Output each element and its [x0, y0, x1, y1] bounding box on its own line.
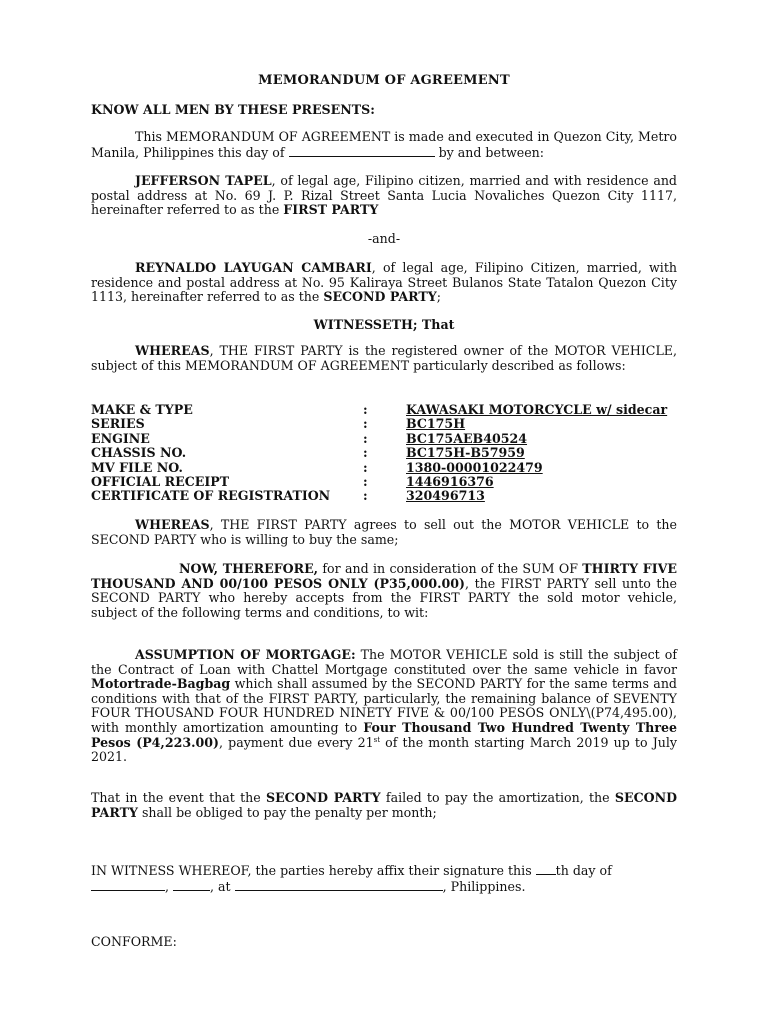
vehicle-row [91, 432, 677, 446]
mortgage-text: The MOTOR VEHICLE sold is still the subject of the Contract of Loan with Chattel Mortgage constituted over the same vehicle in favor [91, 647, 677, 677]
mortgage-text-4: of the month starting March 2019 up to July 2021. [91, 734, 678, 765]
penalty-text-2: failed to pay the amortization, the [380, 790, 615, 805]
day-blank [536, 863, 556, 875]
now-therefore-text-2: , the FIRST PARTY sell unto the SECOND PARTY who hereby accepts from the FIRST PARTY the sold motor vehicle, subject of the following terms and conditions, to wit: [91, 575, 678, 620]
year-blank [173, 879, 210, 891]
sale-amount: THIRTY FIVE THOUSAND AND 00/100 PESOS ONLY (P35,000.00) [91, 561, 677, 591]
conforme-label: CONFORME: [91, 934, 177, 949]
second-party-end: ; [436, 289, 442, 305]
and-separator: -and- [367, 231, 401, 246]
first-party-ref: FIRST PARTY [283, 202, 379, 218]
monthly-amortization: Four Thousand Two Hundred Twenty Three Pesos (P4,223.00) [91, 719, 678, 750]
first-party-paragraph [91, 174, 677, 218]
vehicle-details-table [91, 403, 677, 504]
mortgage-text-2: which shall assumed by the SECOND PARTY for the same terms and conditions with that of the FIRST PARTY, particularly, the remaining balance of SEVENTY FOUR THOUSAND FOUR HUNDRED NINETY FIVE & 00/100 PESOS ONLY\(P74,495.00), with monthly amortization amounting to [91, 676, 677, 735]
whereas-paragraph-2 [91, 518, 677, 547]
vehicle-row [91, 417, 677, 431]
whereas-lead: WHEREAS [135, 343, 210, 358]
vehicle-colon: : [363, 430, 368, 446]
vehicle-colon: : [363, 473, 368, 489]
vehicle-label: CERTIFICATE OF REGISTRATION [91, 488, 331, 504]
vehicle-label: MAKE & TYPE [91, 402, 193, 417]
vehicle-label: CHASSIS NO. [91, 445, 187, 461]
penalty-text: That in the event that the [91, 790, 266, 805]
witness-text-3: , [165, 878, 174, 894]
whereas-text: , THE FIRST PARTY is the registered owner of the MOTOR VEHICLE, subject of this MEMORANDUM OF AGREEMENT particularly described as follows: [91, 343, 677, 373]
vehicle-colon: : [363, 445, 368, 461]
intro-text-end: by and between: [438, 144, 545, 160]
witness-paragraph [91, 863, 677, 894]
vehicle-row [91, 461, 677, 475]
penalty-text-3: shall be obliged to pay the penalty per month; [137, 804, 437, 820]
mortgage-lender: Motortrade-Bagbag [91, 676, 231, 692]
penalty-party-2: SECOND PARTY [91, 790, 678, 820]
month-blank [91, 879, 165, 891]
witness-text-5: , Philippines. [442, 878, 526, 894]
vehicle-colon: : [363, 416, 368, 432]
vehicle-value: KAWASAKI MOTORCYCLE w/ sidecar [406, 402, 668, 417]
ordinal-suffix: st [373, 735, 381, 744]
vehicle-row [91, 403, 677, 417]
now-therefore-paragraph [91, 562, 677, 620]
witness-text: IN WITNESS WHEREOF, the parties hereby affix their signature this [91, 863, 536, 878]
penalty-party: SECOND PARTY [265, 790, 381, 805]
vehicle-value: BC175AEB40524 [406, 430, 528, 446]
mortgage-lead: ASSUMPTION OF MORTGAGE: [135, 647, 356, 662]
vehicle-row [91, 446, 677, 460]
intro-paragraph [91, 130, 677, 160]
vehicle-row [91, 489, 677, 503]
vehicle-label: OFFICIAL RECEIPT [91, 473, 230, 489]
vehicle-colon: : [363, 402, 368, 417]
whereas-paragraph-1 [91, 344, 677, 373]
vehicle-label: SERIES [91, 416, 145, 432]
mortgage-paragraph [91, 648, 677, 765]
second-party-paragraph [91, 261, 677, 305]
document-title: MEMORANDUM OF AGREEMENT [258, 73, 510, 88]
vehicle-label: ENGINE [91, 430, 150, 446]
witness-text-4: , at [210, 878, 235, 894]
place-blank [235, 879, 443, 891]
vehicle-value: BC175H [406, 416, 466, 432]
intro-text: This MEMORANDUM OF AGREEMENT is made and executed in Quezon City, Metro Manila, Philippines this day of [91, 129, 677, 160]
whereas-lead: WHEREAS [135, 517, 210, 532]
second-party-desc: , of legal age, Filipino Citizen, married, with residence and postal address at No. 95 Kaliraya Street Bulanos State Tatalon Quezon City 1113, hereinafter referred to as the [91, 260, 677, 305]
vehicle-value: BC175H-B57959 [406, 445, 525, 461]
penalty-paragraph [91, 791, 677, 820]
second-party-ref: SECOND PARTY [323, 289, 437, 305]
mortgage-text-3: , payment due every 21 [218, 734, 374, 750]
now-therefore-text: for and in consideration of the SUM OF [318, 561, 583, 576]
know-all-heading: KNOW ALL MEN BY THESE PRESENTS: [91, 102, 375, 117]
whereas-text: , THE FIRST PARTY agrees to sell out the MOTOR VEHICLE to the SECOND PARTY who is willing to buy the same; [91, 517, 677, 547]
vehicle-value: 1380-00001022479 [406, 459, 543, 475]
vehicle-row [91, 475, 677, 489]
now-therefore-lead: NOW, THEREFORE, [179, 561, 319, 576]
first-party-desc: , of legal age, Filipino citizen, married and with residence and postal address at No. 69 J. P. Rizal Street Santa Lucia Novaliches Quezon City 1117, hereinafter referred to as the [91, 173, 677, 218]
vehicle-colon: : [363, 459, 368, 475]
vehicle-value: 320496713 [406, 488, 485, 504]
witness-text-2: th day of [555, 863, 612, 878]
first-party-name: JEFFERSON TAPEL [135, 173, 272, 188]
vehicle-label: MV FILE NO. [91, 459, 183, 475]
witnesseth-heading: WITNESSETH; That [313, 317, 455, 332]
vehicle-colon: : [363, 488, 368, 504]
date-blank [289, 145, 435, 157]
second-party-name: REYNALDO LAYUGAN CAMBARI [135, 260, 372, 275]
vehicle-value: 1446916376 [406, 473, 494, 489]
